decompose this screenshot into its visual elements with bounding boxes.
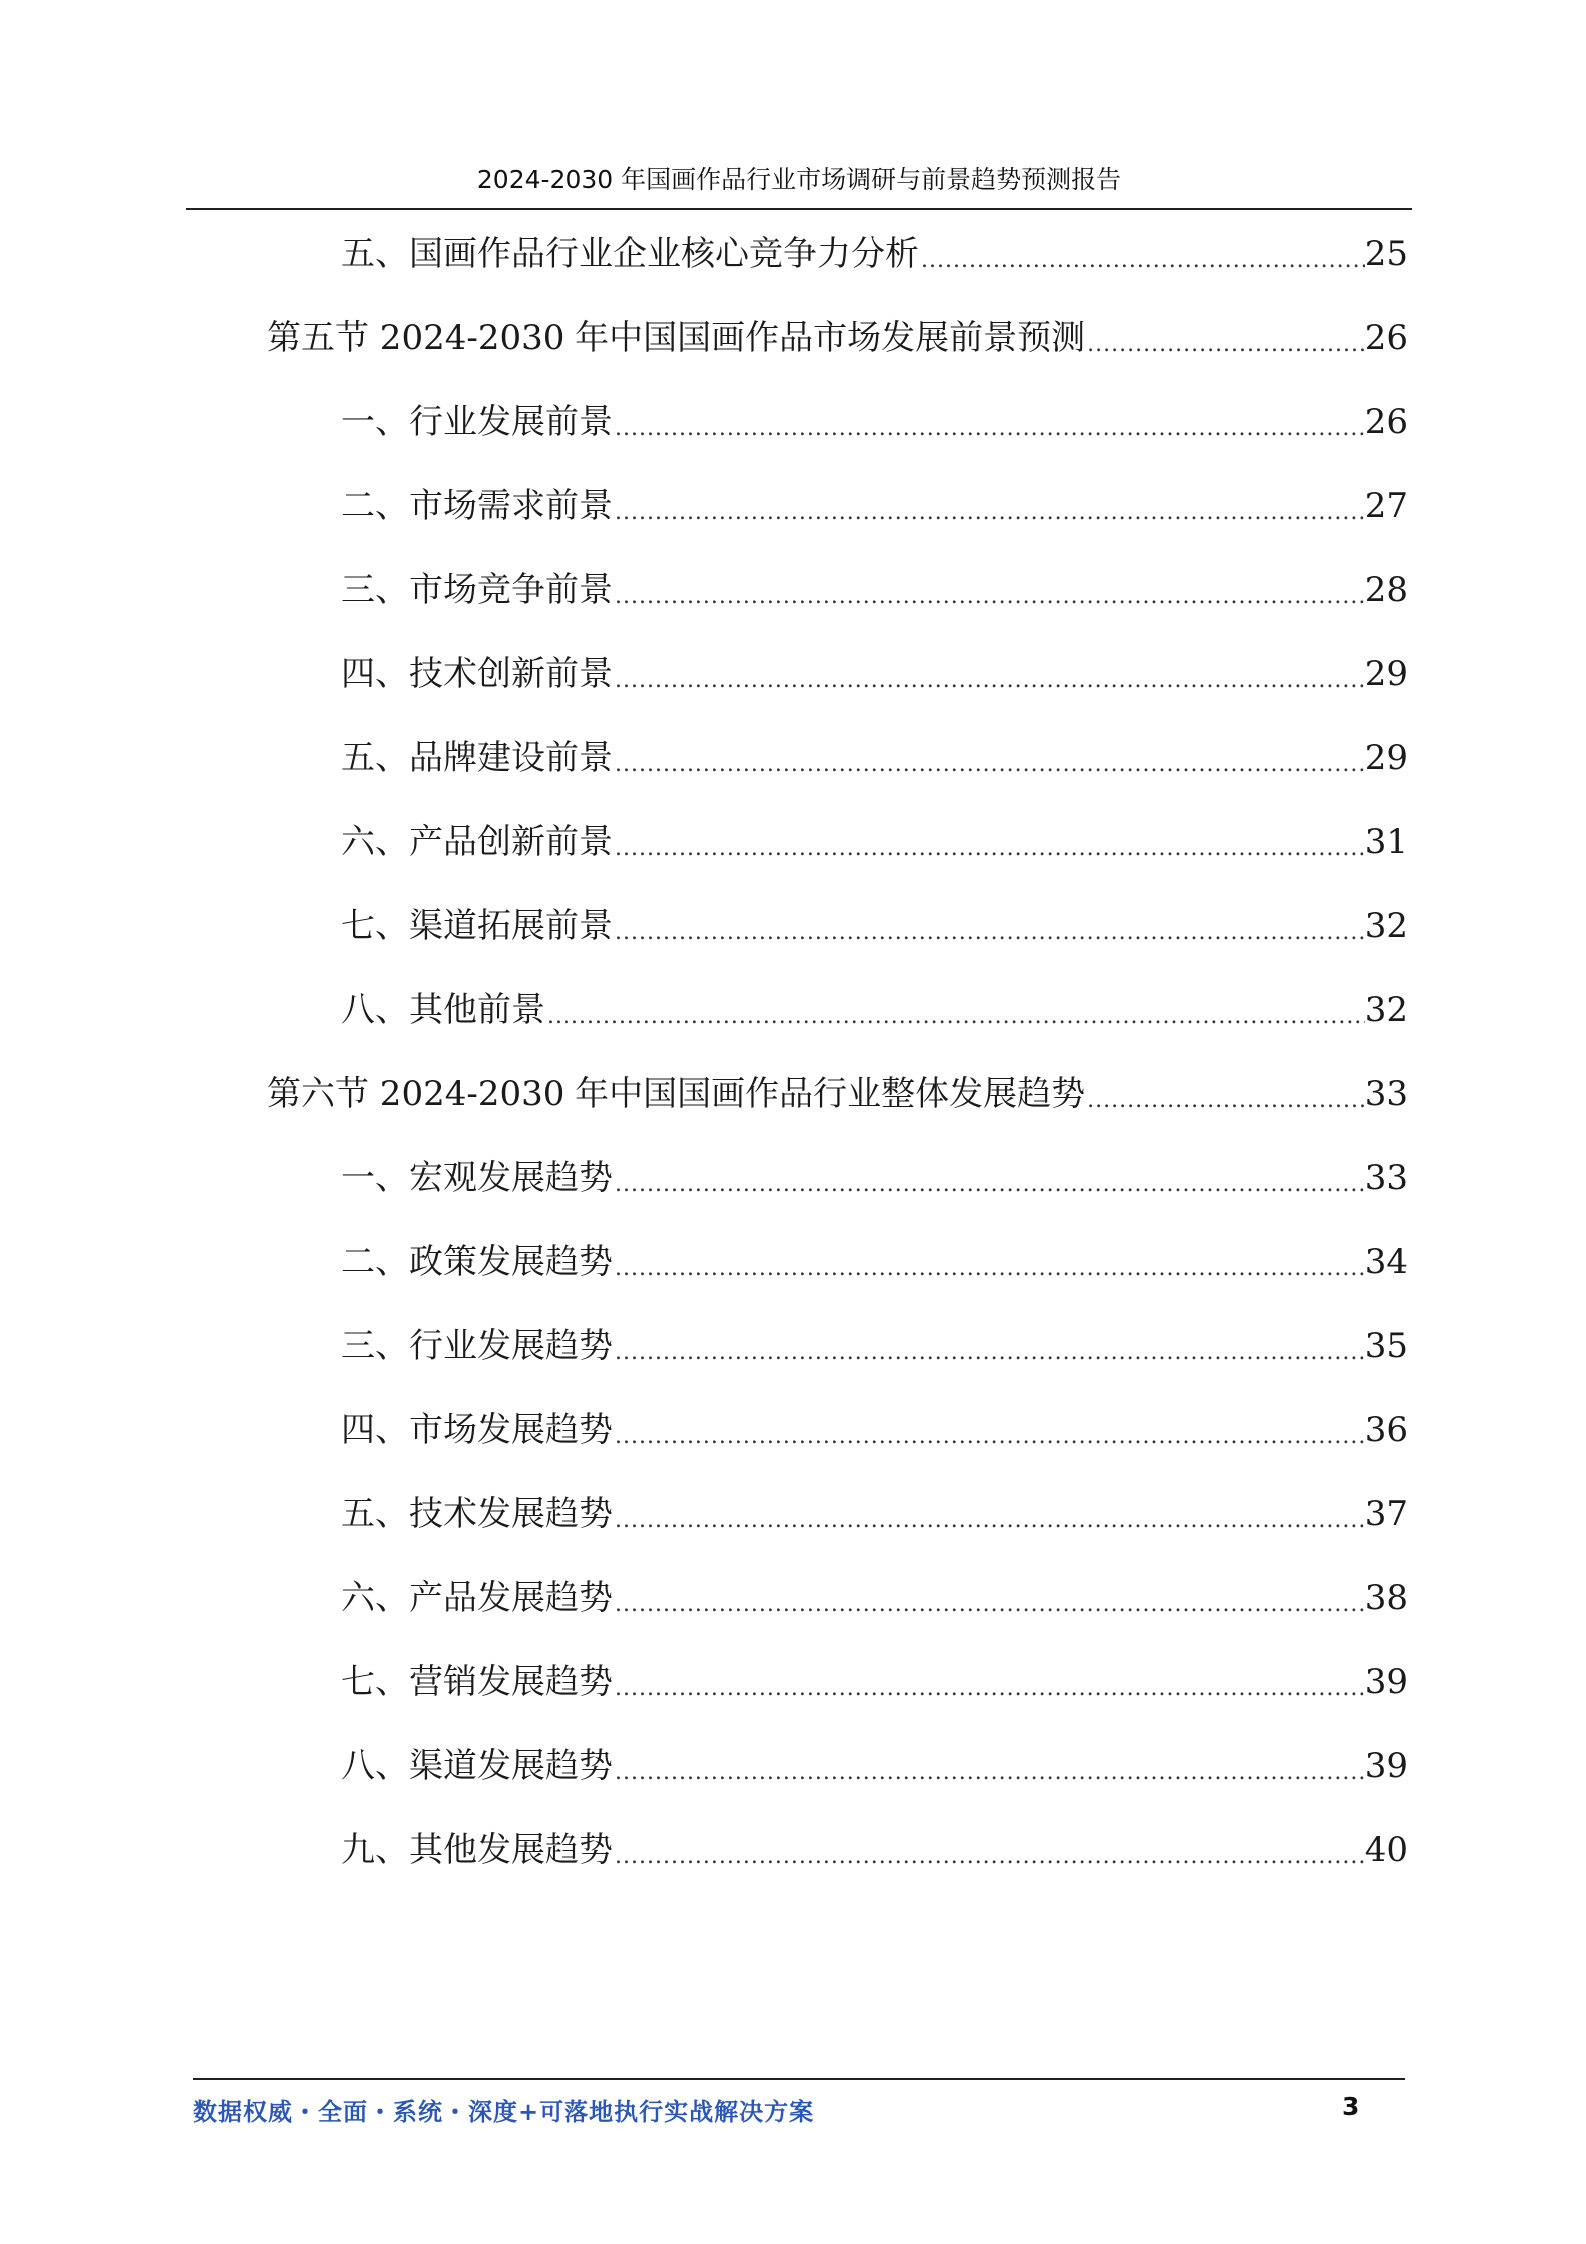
toc-dot-leader	[613, 910, 1365, 956]
toc-entry-page-number: 28	[1364, 570, 1408, 610]
toc-item-row[interactable]	[341, 896, 1408, 956]
toc-dot-leader	[613, 1330, 1365, 1376]
toc-dot-leader	[613, 490, 1365, 536]
toc-entry-page-number: 29	[1364, 654, 1408, 694]
page-number: 3	[1342, 2092, 1360, 2121]
toc-item-row[interactable]	[341, 1148, 1408, 1208]
toc-item-row[interactable]	[341, 1484, 1408, 1544]
header-divider	[186, 208, 1412, 210]
toc-item-row[interactable]	[341, 1568, 1408, 1628]
toc-section-row[interactable]	[267, 1064, 1408, 1124]
toc-dot-leader	[613, 574, 1365, 620]
toc-dot-leader	[613, 1246, 1365, 1292]
toc-entry-title: 七、渠道拓展前景	[341, 906, 613, 946]
toc-entry-page-number: 37	[1364, 1494, 1408, 1534]
toc-entry-title: 五、品牌建设前景	[341, 738, 613, 778]
toc-entry-page-number: 40	[1364, 1830, 1408, 1870]
toc-entry-title: 三、市场竞争前景	[341, 570, 613, 610]
toc-entry-title: 五、技术发展趋势	[341, 1494, 613, 1534]
toc-entry-title: 四、市场发展趋势	[341, 1410, 613, 1450]
toc-entry-title: 五、国画作品行业企业核心竞争力分析	[341, 234, 919, 274]
toc-entry-title: 第五节 2024-2030 年中国国画作品市场发展前景预测	[267, 318, 1086, 358]
toc-dot-leader	[919, 238, 1365, 284]
toc-item-row[interactable]	[341, 812, 1408, 872]
toc-entry-title: 四、技术创新前景	[341, 654, 613, 694]
toc-entry-page-number: 31	[1364, 822, 1408, 862]
page-header-title: 2024-2030 年国画作品行业市场调研与前景趋势预测报告	[476, 165, 1122, 194]
toc-dot-leader	[613, 1582, 1365, 1628]
toc-entry-title: 八、其他前景	[341, 990, 545, 1030]
toc-item-row[interactable]	[341, 476, 1408, 536]
toc-entry-page-number: 26	[1364, 402, 1408, 442]
toc-dot-leader	[545, 994, 1365, 1040]
toc-item-row[interactable]	[341, 1316, 1408, 1376]
toc-entry-page-number: 27	[1364, 486, 1408, 526]
toc-entry-page-number: 39	[1364, 1662, 1408, 1702]
footer-slogan: 数据权威・全面・系统・深度+可落地执行实战解决方案	[193, 2097, 815, 2126]
toc-item-row[interactable]	[341, 392, 1408, 452]
toc-item-row[interactable]	[341, 980, 1408, 1040]
toc-item-row[interactable]	[341, 560, 1408, 620]
toc-entry-page-number: 35	[1364, 1326, 1408, 1366]
toc-dot-leader	[613, 742, 1365, 788]
toc-entry-title: 九、其他发展趋势	[341, 1830, 613, 1870]
toc-dot-leader	[613, 406, 1365, 452]
toc-item-row[interactable]	[341, 1820, 1408, 1880]
toc-entry-title: 第六节 2024-2030 年中国国画作品行业整体发展趋势	[267, 1074, 1086, 1114]
footer-divider	[193, 2078, 1405, 2080]
toc-entry-page-number: 32	[1364, 990, 1408, 1030]
toc-entry-title: 七、营销发展趋势	[341, 1662, 613, 1702]
toc-entry-page-number: 25	[1364, 234, 1408, 274]
toc-dot-leader	[613, 1834, 1365, 1880]
toc-entry-page-number: 32	[1364, 906, 1408, 946]
toc-dot-leader	[613, 1666, 1365, 1712]
toc-dot-leader	[613, 826, 1365, 872]
toc-dot-leader	[613, 1162, 1365, 1208]
toc-dot-leader	[613, 1414, 1365, 1460]
toc-item-row[interactable]	[341, 1232, 1408, 1292]
toc-dot-leader	[613, 658, 1365, 704]
toc-item-row[interactable]	[341, 224, 1408, 284]
toc-entry-title: 六、产品发展趋势	[341, 1578, 613, 1618]
toc-dot-leader	[613, 1498, 1365, 1544]
toc-entry-page-number: 36	[1364, 1410, 1408, 1450]
toc-item-row[interactable]	[341, 644, 1408, 704]
toc-entry-title: 八、渠道发展趋势	[341, 1746, 613, 1786]
toc-item-row[interactable]	[341, 728, 1408, 788]
toc-entry-page-number: 26	[1364, 318, 1408, 358]
toc-item-row[interactable]	[341, 1652, 1408, 1712]
toc-dot-leader	[613, 1750, 1365, 1796]
toc-dot-leader	[1085, 1078, 1365, 1124]
toc-entry-title: 二、市场需求前景	[341, 486, 613, 526]
toc-entry-title: 六、产品创新前景	[341, 822, 613, 862]
toc-entry-page-number: 39	[1364, 1746, 1408, 1786]
toc-entry-page-number: 34	[1364, 1242, 1408, 1282]
toc-entry-page-number: 33	[1364, 1074, 1408, 1114]
toc-entry-page-number: 33	[1364, 1158, 1408, 1198]
toc-entry-title: 二、政策发展趋势	[341, 1242, 613, 1282]
toc-entry-title: 一、宏观发展趋势	[341, 1158, 613, 1198]
toc-entry-page-number: 29	[1364, 738, 1408, 778]
toc-entry-title: 三、行业发展趋势	[341, 1326, 613, 1366]
toc-item-row[interactable]	[341, 1736, 1408, 1796]
toc-entry-title: 一、行业发展前景	[341, 402, 613, 442]
toc-item-row[interactable]	[341, 1400, 1408, 1460]
toc-section-row[interactable]	[267, 308, 1408, 368]
toc-dot-leader	[1085, 322, 1365, 368]
toc-entry-page-number: 38	[1364, 1578, 1408, 1618]
